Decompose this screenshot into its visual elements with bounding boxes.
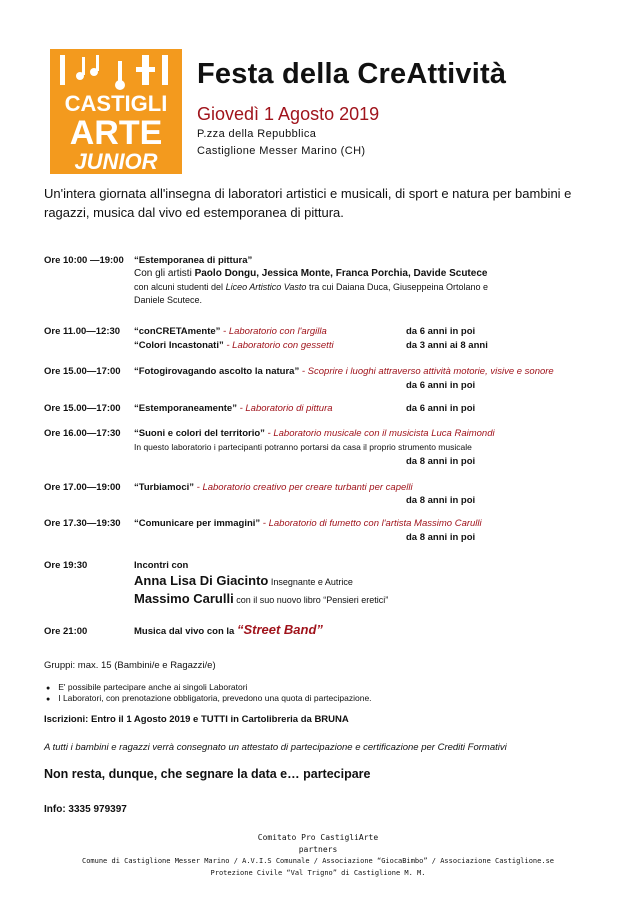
activity-artists: Con gli artisti Paolo Dongu, Jessica Monte, Franca Porchia, Davide Scutece: [134, 268, 488, 279]
activity-line: “Fotogirovagando ascolto la natura” - Scoprire i luoghi attraverso attività motorie, visive e sonore: [134, 366, 554, 377]
activity-line: “Comunicare per immagini” - Laboratorio di fumetto con l'artista Massimo Carulli: [134, 518, 482, 529]
activity-note: In questo laboratorio i partecipanti potranno portarsi da casa il proprio strumento musicale: [134, 442, 472, 452]
event-title: Festa della CreAttività: [197, 58, 507, 90]
age-range: da 6 anni in poi: [406, 403, 476, 414]
activity-title: Incontri con: [134, 560, 189, 571]
activity-title: “Estemporanea di pittura”: [134, 255, 253, 266]
footer-partners: Comune di Castiglione Messer Marino / A.V.I.S Comunale / Associazione “GiocaBimbo” / Associazione Castiglione.se: [81, 857, 554, 865]
activity-line: “Colori Incastonati” - Laboratorio con gessetti: [134, 340, 334, 351]
guest-line: Anna Lisa Di Giacinto Insegnante e Autrice: [134, 573, 353, 588]
footer-org: Comitato Pro CastigliArte: [257, 833, 379, 842]
contact-info: Info: 3335 979397: [44, 804, 127, 815]
svg-text:CASTIGLI: CASTIGLI: [64, 91, 168, 116]
age-range: da 8 anni in poi: [406, 495, 476, 506]
slogan: Non resta, dunque, che segnare la data e… partecipare: [44, 767, 371, 781]
registration-info: Iscrizioni: Entro il 1 Agosto 2019 e TUTTI in Cartolibreria da BRUNA: [44, 714, 349, 725]
age-range: da 8 anni in poi: [406, 456, 476, 467]
age-range: da 6 anni in poi: [406, 380, 476, 391]
event-place: P.zza della Repubblica: [197, 128, 317, 140]
time-slot: Ore 17.00—19:00: [44, 482, 121, 493]
svg-text:ARTE: ARTE: [69, 114, 163, 152]
footer-partners-label: partners: [298, 845, 338, 854]
groups-info: Gruppi: max. 15 (Bambini/e e Ragazzi/e): [44, 660, 216, 671]
activity-students-cont: Daniele Scutece.: [134, 295, 203, 305]
time-slot: Ore 16.00—17:30: [44, 428, 121, 439]
activity-line: “Estemporaneamente” - Laboratorio di pittura: [134, 403, 333, 414]
svg-text:JUNIOR: JUNIOR: [74, 149, 158, 174]
event-date: Giovedì 1 Agosto 2019: [197, 104, 380, 124]
time-slot: Ore 21:00: [44, 626, 88, 637]
time-slot: Ore 17.30—19:30: [44, 518, 121, 529]
time-slot: Ore 11.00—12:30: [44, 326, 121, 337]
footer-partners-cont: Protezione Civile “Val Trigno” di Castiglione M. M.: [210, 869, 426, 877]
activity-line: Musica dal vivo con la “Street Band”: [134, 622, 323, 637]
time-slot: Ore 19:30: [44, 560, 88, 571]
activity-students: con alcuni studenti del Liceo Artistico Vasto tra cui Daiana Duca, Giuseppeina Ortolano e: [134, 282, 489, 292]
info-bullet: ● E' possibile partecipare anche ai singoli Laboratori: [46, 682, 247, 692]
age-range: da 3 anni ai 8 anni: [406, 340, 488, 351]
activity-line: “Turbiamoci” - Laboratorio creativo per creare turbanti per capelli: [134, 482, 413, 493]
activity-line: “conCRETAmente” - Laboratorio con l'argilla: [134, 326, 327, 337]
info-bullet: ● I Laboratori, con prenotazione obbligatoria, prevedono una quota di partecipazione.: [46, 693, 372, 703]
guest-line: Massimo Carulli con il suo nuovo libro “Pensieri eretici”: [134, 591, 389, 606]
age-range: da 8 anni in poi: [406, 532, 476, 543]
activity-line: “Suoni e colori del territorio” - Laboratorio musicale con il musicista Luca Raimondi: [134, 428, 495, 439]
time-slot: Ore 10:00 —19:00: [44, 255, 124, 266]
certificate-info: A tutti i bambini e ragazzi verrà consegnato un attestato di partecipazione e certificazione per Crediti Formativi: [44, 742, 507, 753]
time-slot: Ore 15.00—17:00: [44, 403, 121, 414]
event-town: Castiglione Messer Marino (CH): [197, 145, 366, 157]
intro-paragraph: Un'intera giornata all'insegna di laboratori artistici e musicali, di sport e natura per bambini e ragazzi, musica dal vivo ed estemporanea di pittura.: [44, 186, 572, 220]
age-range: da 6 anni in poi: [406, 326, 476, 337]
time-slot: Ore 15.00—17:00: [44, 366, 121, 377]
castigliarte-junior-logo: [50, 49, 182, 174]
